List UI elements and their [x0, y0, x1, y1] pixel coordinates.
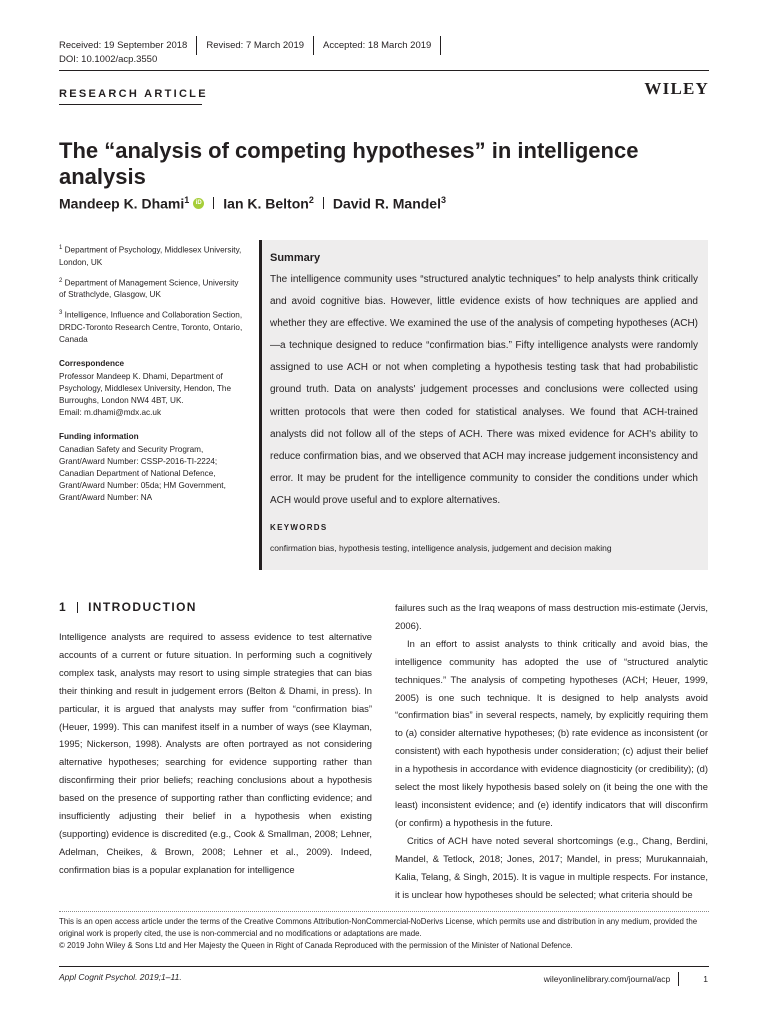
revised-date: Revised: 7 March 2019 [206, 40, 305, 51]
affiliation: $^1$ Department of Psychology, Middlesex University, London, UK [59, 245, 242, 267]
paragraph: Critics of ACH have noted several shortcomings (e.g., Chang, Berdini, Mandel, & Tetlock, 2018; Jones, 2017; Mandel, in press; Murukannaiah, Kalia, Telang, & Singh, 2015). It is vague in multiple respects. For instance, it is unclear how hypotheses should be selected; what criteria should be [395, 834, 708, 900]
author-name[interactable]: Ian K. Belton$^2$ [223, 195, 314, 212]
doi[interactable]: DOI: 10.1002/acp.3550 [59, 54, 158, 65]
paragraph: failures such as the Iraq weapons of mass destruction mis-estimate (Jervis, 2006). [395, 602, 708, 631]
section-title: INTRODUCTION [88, 600, 197, 614]
paragraph: Intelligence analysts are required to assess evidence to test alternative accounts of a current or future situation. In performing such a cognitively complex task, analysts may resort to using simple strategies that can bias their thinking and result in judgement errors (Belton & Dhami, in press). In particular, it is argued that analysts may suffer from “confirmation bias” (Heuer, 1999). This can manifest itself in a number of ways (see Klayman, 1995; Nickerson, 1998). Analysts are often portrayed as not considering alternative hypotheses; searching for evidence supporting rather than disconfirming their prior beliefs; reaching conclusions about a hypothesis based on the presence of supporting rather than conflicting evidence; and insufficiently adjusting their belief in a hypothesis when existing (supporting) evidence is discredited (e.g., Cook & Smallman, 2008; Lehner, Adelman, Cheikes, & Brown, 2008; Lehner et al., 2009). Indeed, confirmation bias is a popular explanation for intelligence [59, 631, 372, 875]
divider [440, 36, 441, 55]
section-number: 1 [59, 600, 68, 614]
divider [59, 104, 202, 105]
funding-heading: Funding information [59, 432, 139, 442]
paragraph: In an effort to assist analysts to think critically and avoid bias, the intelligence community has adopted the use of “structured analytic techniques.” The analysis of competing hypotheses (ACH; Heuer, 1999, 2005) is one such technique. It is designed to help analysts avoid “confirmation bias” in several respects, namely, by explicitly requiring them to (a) consider alternative hypotheses; (b) rate evidence as inconsistent (or consistent) with each hypothesis under consideration; (c) adjust their belief in a hypothesis in accordance with evidence diagnosticity (or credibility); (d) select the most likely hypothesis based solely on (it being the one with the least) inconsistent evidence; and (e) identify indicators that will disconfirm (or confirm) a hypothesis in the future. [395, 637, 708, 828]
divider [59, 70, 709, 71]
keywords-heading: KEYWORDS [270, 523, 328, 532]
divider [323, 197, 324, 209]
article-type: RESEARCH ARTICLE [59, 88, 208, 100]
divider [678, 972, 679, 986]
copyright-text: © 2019 John Wiley & Sons Ltd and Her Majesty the Queen in Right of Canada Reproduced with the permission of the Minister of National Defence. [59, 941, 573, 950]
funding-text: Canadian Safety and Security Program, Grant/Award Number: CSSP-2016-TI-2224; Canadian Department of National Defence, Grant/Award Number: 05da; HM Government, Grant/Award Number: NA [59, 445, 226, 503]
accepted-date: Accepted: 18 March 2019 [323, 40, 432, 51]
divider [77, 602, 78, 613]
journal-url[interactable]: wileyonlinelibrary.com/journal/acp [543, 974, 671, 984]
author-list [59, 195, 446, 212]
correspondence-email[interactable]: Email: m.dhami@mdx.ac.uk [59, 408, 162, 418]
body-column-right [395, 599, 708, 903]
affiliation: $^2$ Department of Management Science, University of Strathclyde, Glasgow, UK [59, 277, 239, 300]
license-notice [59, 916, 719, 952]
received-date: Received: 19 September 2018 [59, 40, 188, 51]
author-name[interactable]: Mandeep K. Dhami$^1$ [59, 195, 190, 212]
section-heading [59, 600, 197, 614]
divider [59, 966, 709, 967]
article-info-column [59, 242, 244, 510]
page-number: 1 [703, 974, 708, 984]
summary-heading: Summary [270, 252, 321, 264]
page-footer [544, 972, 708, 986]
correspondence-heading: Correspondence [59, 359, 125, 369]
correspondence-text: Professor Mandeep K. Dhami, Department of Psychology, Middlesex University, Hendon, The Burroughs, London NW4 4BT, UK. [59, 372, 232, 406]
keywords-list: confirmation bias, hypothesis testing, intelligence analysis, judgement and decision making [270, 543, 612, 553]
divider [59, 911, 709, 912]
license-text: This is an open access article under the terms of the Creative Commons Attribution-NonCommercial-NoDerivs License, which permits use and distribution in any medium, provided the original work is properly cited, the use is non-commercial and no modifications or adaptations are made. [59, 917, 698, 938]
author-name[interactable]: David R. Mandel$^3$ [332, 195, 446, 212]
journal-citation: Appl Cognit Psychol. 2019;1–11. [59, 972, 182, 982]
summary-text: The intelligence community uses “structured analytic techniques” to help analysts think critically and avoid cognitive bias. However, little evidence exists of how techniques are applied and whether they are effective. We examined the use of the analysis of competing hypotheses (ACH)—a technique designed to reduce “confirmation bias.” Fifty intelligence analysts were randomly assigned to use ACH or not when completing a hypothesis testing task that had probabilistic ground truth. Data on analysts' judgement processes and conclusions were collected using written protocols that were then coded for statistical analyses. We found that ACH-trained analysts did not follow all of the steps of ACH. There was mixed evidence for ACH's ability to reduce confirmation bias, and we observed that ACH may increase judgement inconsistency and error. It may be prudent for the intelligence community to consider the conditions under which ACH would prove useful and to explore alternatives. [270, 274, 698, 506]
article-title: The “analysis of competing hypotheses” in intelligence analysis [59, 138, 639, 189]
orcid-icon[interactable]: iD [193, 198, 204, 209]
affiliation: $^3$ Intelligence, Influence and Collaboration Section, DRDC-Toronto Research Centre, Toronto, Ontario, Canada [59, 310, 243, 345]
body-column-left [59, 628, 372, 879]
divider [213, 197, 214, 209]
publisher-logo: WILEY [644, 79, 709, 98]
publication-dates [59, 36, 441, 55]
